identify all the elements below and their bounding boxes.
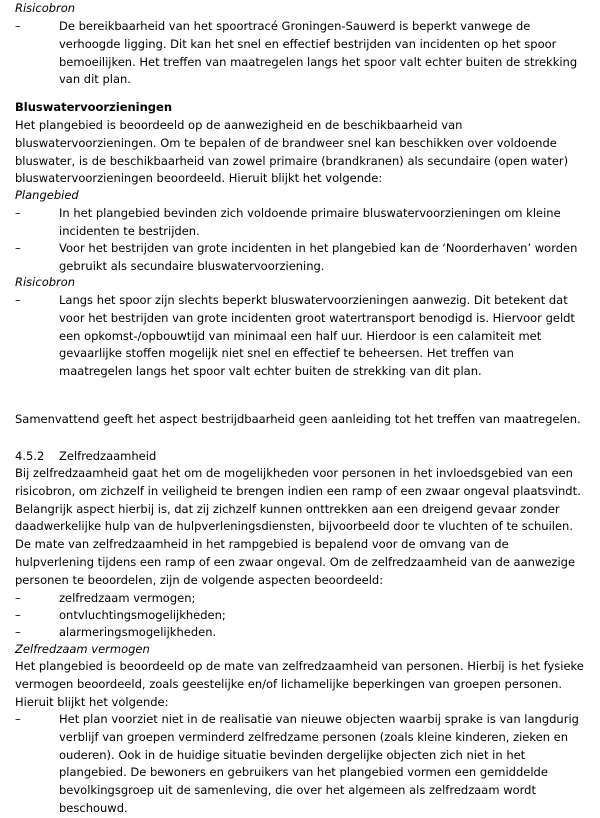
aspect-item	[15, 624, 585, 642]
list-dash: –	[15, 712, 21, 726]
list-item-text: Voor het bestrijden van grote incidenten in het plangebied kan de ‘Noorderhaven’ worden gebruikt als secundaire bluswatervoorziening.	[59, 241, 578, 273]
section-number: 4.5.2	[15, 449, 45, 463]
list-dash: –	[15, 625, 21, 639]
summary-text: Samenvattend geeft het aspect bestrijdbaarheid geen aanleiding tot het treffen van maatregelen.	[15, 412, 581, 426]
risicobron-heading-1: Risicobron	[15, 1, 76, 15]
list-item	[15, 240, 585, 276]
aspect-text: zelfredzaam vermogen;	[59, 591, 196, 605]
risicobron-heading-2: Risicobron	[15, 275, 76, 289]
list-dash: –	[15, 293, 21, 307]
list-item-text: Langs het spoor zijn slechts beperkt bluswatervoorzieningen aanwezig. Dit betekent dat voor het bestrijden van grote incidenten groot watertransport benodigd is. Hiervoor geldt een opkomst-/opbouwtijd van minimaal een half uur. Hierdoor is een calamiteit met gevaarlijke stoffen mogelijk niet snel en effectief te beheersen. Het treffen van maatregelen langs het spoor valt echter buiten de strekking van dit plan.	[59, 293, 575, 379]
list-dash: –	[15, 608, 21, 622]
list-item	[15, 292, 585, 381]
aspect-text: alarmeringsmogelijkheden.	[59, 625, 217, 639]
list-item-text: Het plan voorziet niet in de realisatie van nieuwe objecten waarbij sprake is van langdurig verblijf van groepen verminderd zelfredzame personen (zoals kleine kinderen, zieken en ouderen). Ook in de huidige situatie bevinden dergelijke objecten zich niet in het plangebied. De bewoners en gebruikers van het plangebied vormen een gemiddelde bevolkingsgroep uit de samenleving, die over het algemeen als zelfredzaam wordt beschouwd.	[59, 712, 579, 815]
list-item-text: De bereikbaarheid van het spoortracé Groningen-Sauwerd is beperkt vanwege de verhoogde ligging. Dit kan het snel en effectief bestrijden van incidenten op het spoor bemoeilijken. Het treffen van maatregelen langs het spoor valt echter buiten de strekking van dit plan.	[59, 19, 578, 87]
zelfredzaamheid-intro: Bij zelfredzaamheid gaat het om de mogelijkheden voor personen in het invloedsgebied van een risicobron, om zichzelf in veiligheid te brengen indien een ramp of een zwaar ongeval plaatsvindt. Belangrijk aspect hierbij is, dat zij zichzelf kunnen onttrekken aan een dreigend gevaar zonder daadwerkelijke hulp van de hulpverleningsdiensten, bijvoorbeeld door te vluchten of te schuilen. De mate van zelfredzaamheid in het rampgebied is bepalend voor de omvang van de hulpverlening tijdens een ramp of een zwaar ongeval. Om de zelfredzaamheid van de aanwezige personen te beoordelen, zijn de volgende aspecten beoordeeld:	[15, 466, 581, 587]
list-item	[15, 205, 585, 241]
list-dash: –	[15, 19, 21, 33]
list-item	[15, 711, 585, 818]
zelfredzaam-vermogen-intro: Het plangebied is beoordeeld op de mate van zelfredzaamheid van personen. Hierbij is het fysieke vermogen beoordeeld, zoals geestelijke en/of lichamelijke beperkingen van groepen personen. Hieruit blijkt het volgende:	[15, 659, 584, 709]
list-item-text: In het plangebied bevinden zich voldoende primaire bluswatervoorzieningen om kleine incidenten te bestrijden.	[59, 206, 561, 238]
list-item	[15, 18, 585, 89]
plangebied-heading: Plangebied	[15, 188, 79, 202]
aspect-item	[15, 607, 585, 625]
section-title: Zelfredzaamheid	[59, 449, 157, 463]
list-dash: –	[15, 591, 21, 605]
bluswater-heading: Bluswatervoorzieningen	[15, 100, 173, 114]
section-heading	[15, 448, 585, 466]
zelfredzaam-vermogen-heading: Zelfredzaam vermogen	[15, 642, 150, 656]
bluswater-intro: Het plangebied is beoordeeld op de aanwezigheid en de beschikbaarheid van bluswatervoorzieningen. Om te bepalen of de brandweer snel kan beschikken over voldoende bluswater, is de beschikbaarheid van zowel primaire (brandkranen) als secundaire (open water) bluswatervoorzieningen beoordeeld. Hieruit blijkt het volgende:	[15, 118, 569, 186]
list-dash: –	[15, 241, 21, 255]
list-dash: –	[15, 206, 21, 220]
aspect-item	[15, 590, 585, 608]
aspect-text: ontvluchtingsmogelijkheden;	[59, 608, 226, 622]
